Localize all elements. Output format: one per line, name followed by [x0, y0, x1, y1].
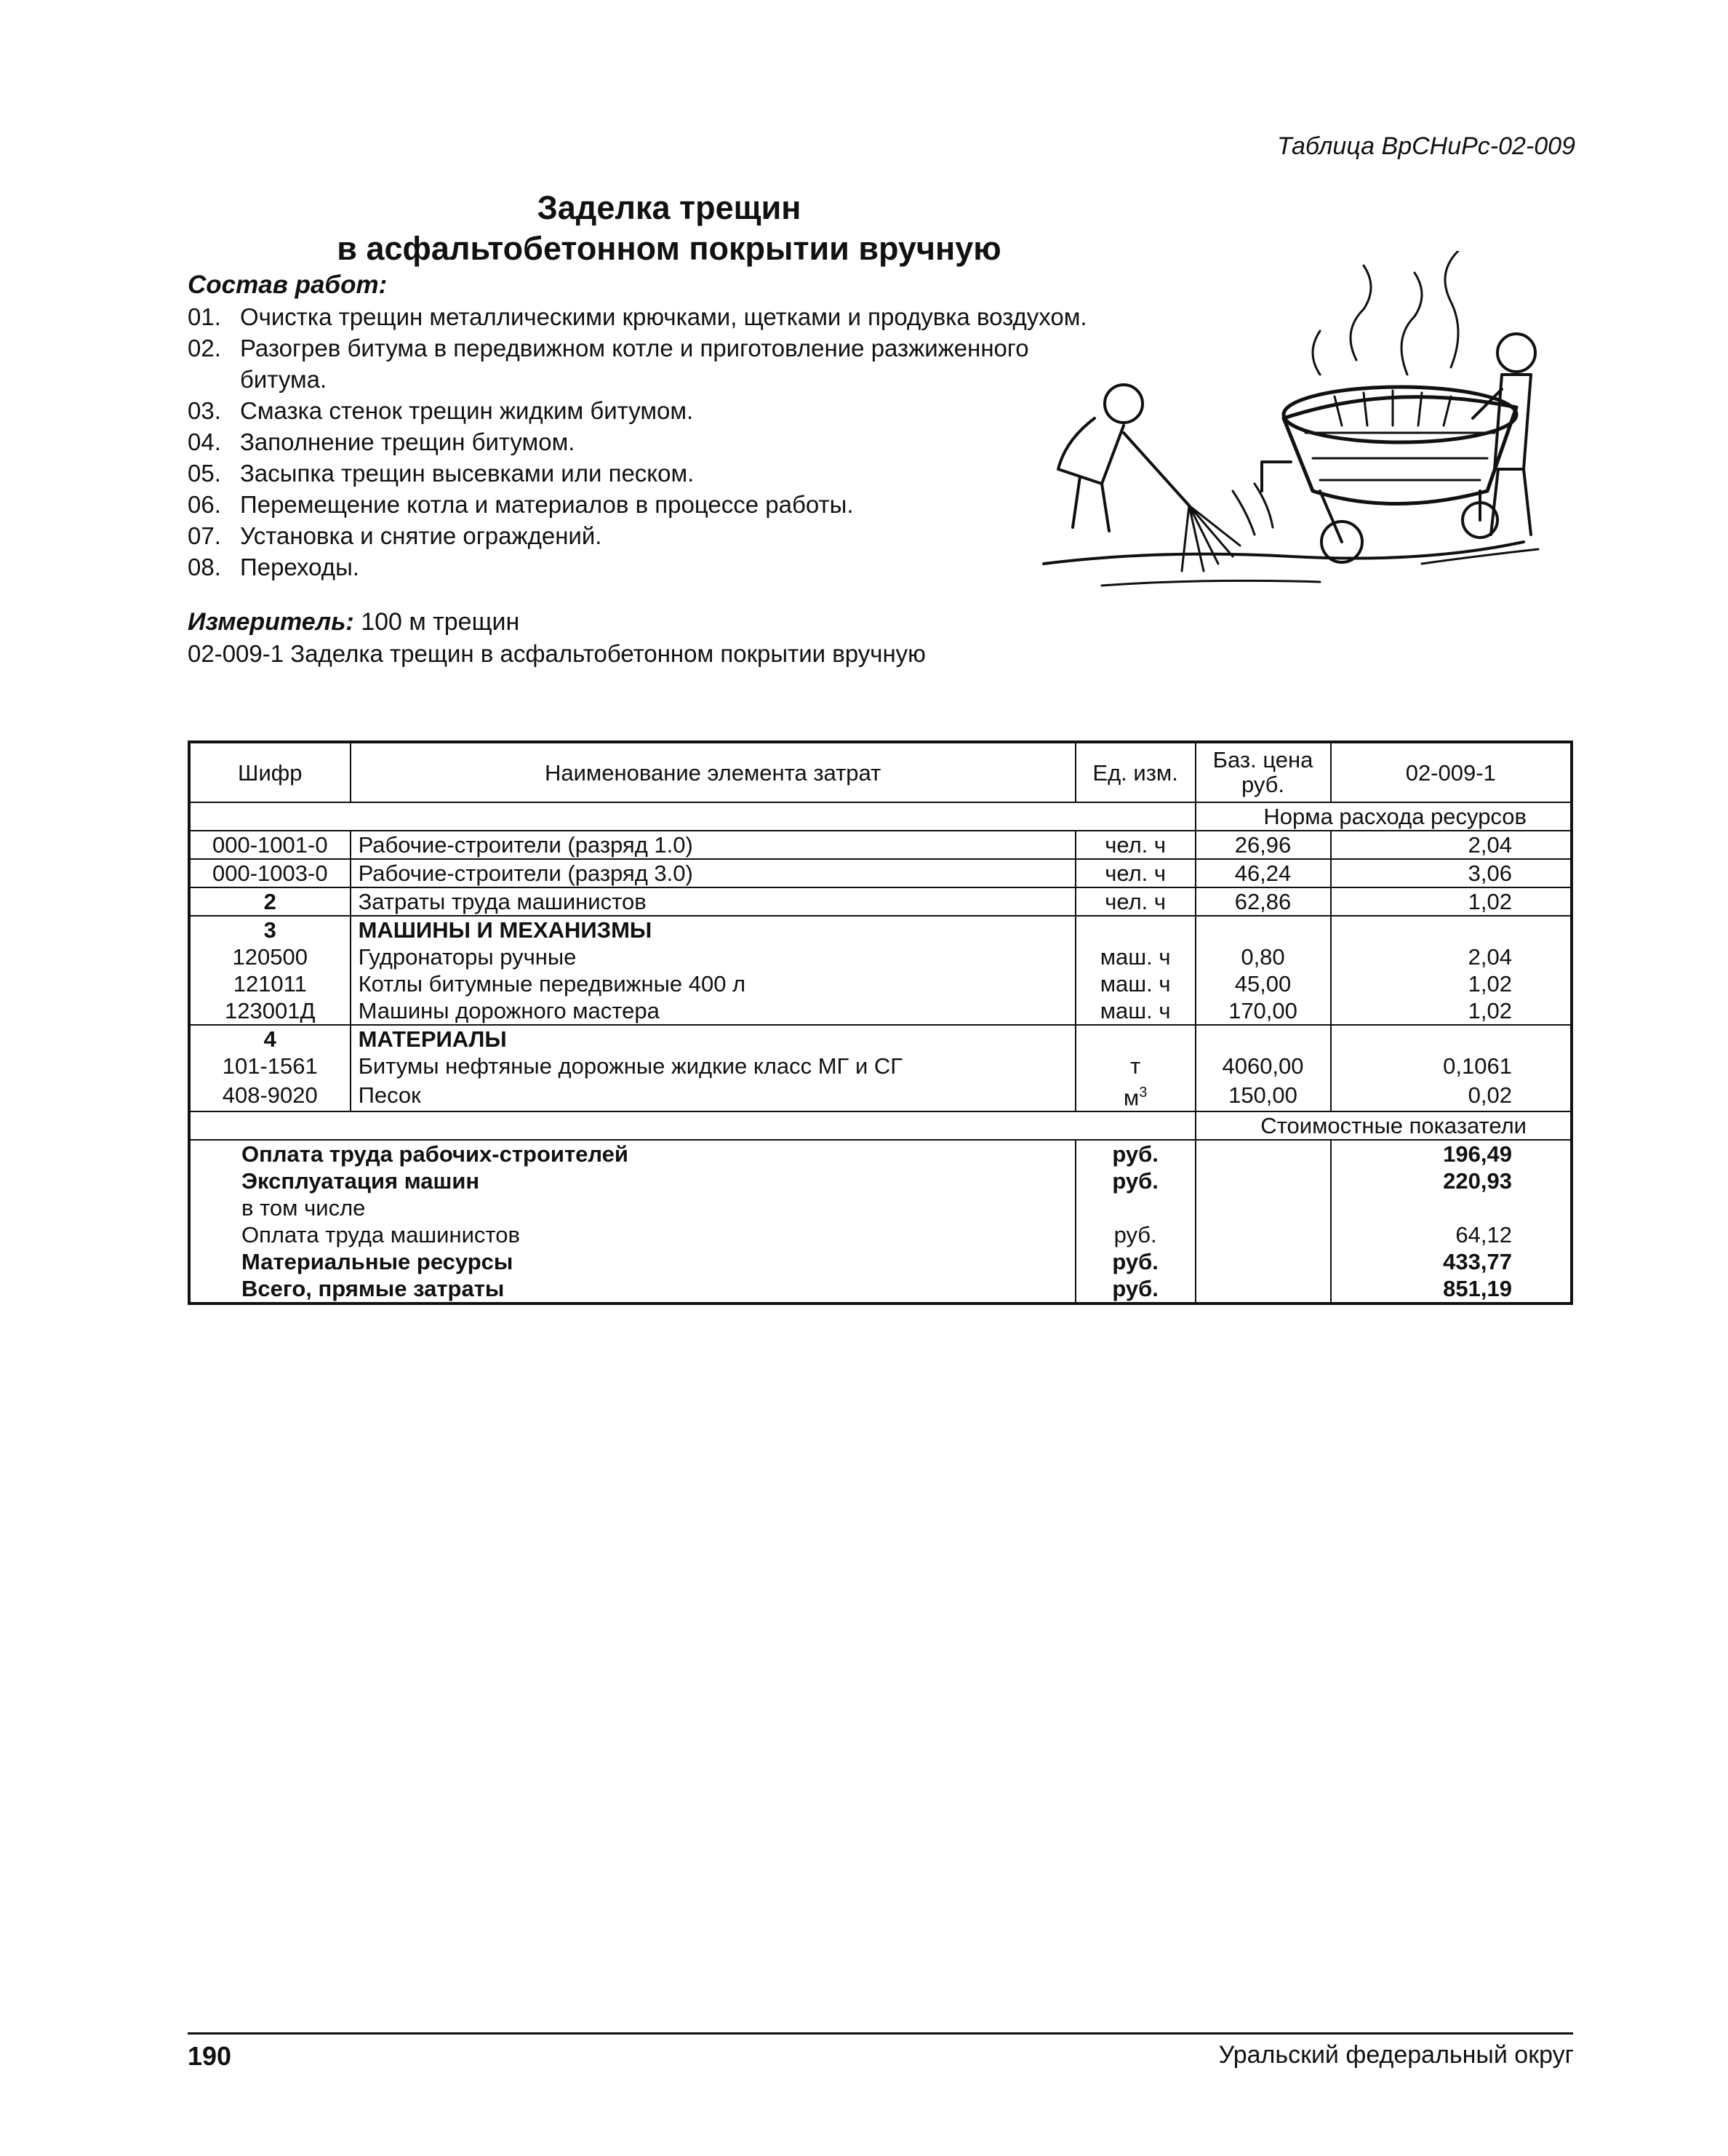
- row-price: 150,00: [1196, 1079, 1331, 1111]
- row-name: Гудронаторы ручные: [351, 943, 1076, 970]
- work-step: [188, 520, 1104, 551]
- cost-value: 196,49: [1443, 1141, 1512, 1167]
- step-text: Заполнение трещин битумом.: [240, 428, 575, 455]
- cost-row: [189, 1275, 1572, 1303]
- row-norm: 2,04: [1468, 944, 1512, 970]
- row-price: [1196, 916, 1331, 943]
- step-number: 01.: [188, 303, 221, 330]
- row-code: 408-9020: [189, 1079, 351, 1111]
- step-text: Разогрев битума в передвижном котле и приготовление разжиженного битума.: [240, 335, 1029, 393]
- step-number: 08.: [188, 554, 221, 580]
- row-unit: маш. ч: [1076, 970, 1196, 997]
- step-number: 05.: [188, 460, 221, 487]
- row-norm: 3,06: [1331, 859, 1572, 887]
- row-code: 120500: [189, 943, 351, 970]
- cost-value: 220,93: [1443, 1168, 1512, 1194]
- workers-bitumen-kettle-illustration: [1015, 251, 1567, 600]
- table-row: [189, 887, 1572, 916]
- row-code: 000-1003-0: [189, 859, 351, 887]
- row-code: 3: [189, 916, 351, 943]
- table-row: [189, 831, 1572, 859]
- row-price: 4060,00: [1196, 1053, 1331, 1079]
- row-norm: 1,02: [1331, 887, 1572, 916]
- row-code: 121011: [189, 970, 351, 997]
- work-step: [188, 332, 1104, 395]
- row-code: 2: [189, 887, 351, 916]
- cost-value: [1331, 1194, 1572, 1221]
- row-unit: [1076, 1079, 1196, 1111]
- cost-unit: руб.: [1076, 1167, 1196, 1194]
- step-number: 06.: [188, 491, 221, 518]
- cost-row: [189, 1194, 1572, 1221]
- work-step: [188, 426, 1104, 458]
- row-unit: [1076, 1025, 1196, 1053]
- row-norm: 0,02: [1331, 1079, 1572, 1111]
- row-code: 4: [189, 1025, 351, 1053]
- meter-label: Измеритель:: [188, 608, 354, 636]
- cost-row: [189, 1167, 1572, 1194]
- table-row: [189, 1053, 1572, 1079]
- header-code: Шифр: [189, 742, 351, 802]
- row-norm: [1331, 1025, 1572, 1053]
- cost-table: [188, 740, 1573, 1305]
- step-text: Смазка стенок трещин жидким битумом.: [240, 397, 694, 424]
- cost-value: 64,12: [1455, 1222, 1512, 1248]
- row-price: 45,00: [1196, 970, 1331, 997]
- step-text: Очистка трещин металлическими крючками, щетками и продувка воздухом.: [240, 303, 1087, 330]
- unit-superscript: 3: [1139, 1085, 1148, 1101]
- row-name: Битумы нефтяные дорожные жидкие класс МГ и СГ: [351, 1053, 1076, 1079]
- step-number: 04.: [188, 428, 221, 455]
- row-name: Песок: [351, 1079, 1076, 1111]
- row-price: 26,96: [1196, 831, 1331, 859]
- row-norm: 1,02: [1331, 997, 1572, 1025]
- cost-row: [189, 1221, 1572, 1248]
- step-text: Установка и снятие ограждений.: [240, 522, 602, 549]
- header-price: Баз. цена руб.: [1196, 742, 1331, 802]
- meter: [188, 608, 519, 636]
- row-unit: чел. ч: [1076, 859, 1196, 887]
- title-line-1: Заделка трещин: [537, 189, 801, 226]
- step-number: 03.: [188, 397, 221, 424]
- step-text: Засыпка трещин высевками или песком.: [240, 460, 695, 487]
- row-price: 0,80: [1196, 943, 1331, 970]
- region-name: Уральский федеральный округ: [1218, 2041, 1574, 2069]
- title-line-2: в асфальтобетонном покрытии вручную: [337, 230, 1001, 267]
- row-norm: [1331, 916, 1572, 943]
- row-unit: [1076, 916, 1196, 943]
- cost-row: [189, 1140, 1572, 1167]
- composition-label: Состав работ:: [188, 271, 388, 299]
- table-header-row: [189, 742, 1572, 802]
- section-costs-label: Стоимостные показатели: [1196, 1111, 1572, 1140]
- section-resources-row: [189, 802, 1572, 831]
- norm-subtitle: 02-009-1 Заделка трещин в асфальтобетонном покрытии вручную: [188, 640, 926, 667]
- cost-name: Всего, прямые затраты: [189, 1275, 1076, 1303]
- section-costs-row: [189, 1111, 1572, 1140]
- meter-value: 100 м трещин: [361, 608, 520, 636]
- row-name: Машины дорожного мастера: [351, 997, 1076, 1025]
- row-price: [1196, 1025, 1331, 1053]
- step-number: 02.: [188, 335, 221, 362]
- table-row: [189, 859, 1572, 887]
- row-code: 101-1561: [189, 1053, 351, 1079]
- cost-name: Оплата труда рабочих-строителей: [189, 1140, 1076, 1167]
- page-number: 190: [188, 2041, 232, 2071]
- row-norm: 1,02: [1468, 971, 1512, 997]
- table-row: [189, 943, 1572, 970]
- cost-unit: руб.: [1076, 1221, 1196, 1248]
- cost-value: 851,19: [1443, 1276, 1512, 1302]
- unit-base: м: [1123, 1085, 1140, 1111]
- work-step: [188, 395, 1104, 426]
- cost-value: 433,77: [1443, 1249, 1512, 1275]
- cost-name: Оплата труда машинистов: [189, 1221, 1076, 1248]
- cost-row: [189, 1248, 1572, 1275]
- step-text: Перемещение котла и материалов в процессе работы.: [240, 491, 854, 518]
- row-name: Затраты труда машинистов: [351, 887, 1076, 916]
- cost-unit: руб.: [1076, 1140, 1196, 1167]
- cost-unit: руб.: [1076, 1275, 1196, 1303]
- row-name: Котлы битумные передвижные 400 л: [351, 970, 1076, 997]
- row-code: 123001Д: [189, 997, 351, 1025]
- cost-name: Материальные ресурсы: [189, 1248, 1076, 1275]
- row-name: Рабочие-строители (разряд 3.0): [351, 859, 1076, 887]
- row-unit: маш. ч: [1076, 943, 1196, 970]
- table-id: Таблица ВрСНиРс-02-009: [1276, 132, 1575, 160]
- row-norm: 0,1061: [1443, 1053, 1512, 1079]
- work-step: [188, 489, 1104, 520]
- row-code: 000-1001-0: [189, 831, 351, 859]
- step-number: 07.: [188, 522, 221, 549]
- row-unit: чел. ч: [1076, 831, 1196, 859]
- header-name: Наименование элемента затрат: [351, 742, 1076, 802]
- row-name: МАШИНЫ И МЕХАНИЗМЫ: [351, 916, 1076, 943]
- cost-unit: [1076, 1194, 1196, 1221]
- table-row: [189, 997, 1572, 1025]
- header-norm: 02-009-1: [1331, 742, 1572, 802]
- table-row: [189, 1079, 1572, 1111]
- table-row: [189, 970, 1572, 997]
- work-steps-list: [188, 301, 1104, 583]
- page-title: [218, 188, 1120, 269]
- row-price: 170,00: [1196, 997, 1331, 1025]
- work-step: [188, 301, 1104, 332]
- header-unit: Ед. изм.: [1076, 742, 1196, 802]
- row-unit: т: [1076, 1053, 1196, 1079]
- row-name: Рабочие-строители (разряд 1.0): [351, 831, 1076, 859]
- row-name: МАТЕРИАЛЫ: [351, 1025, 1076, 1053]
- table-row: [189, 1025, 1572, 1053]
- row-unit: чел. ч: [1076, 887, 1196, 916]
- step-text: Переходы.: [240, 554, 359, 580]
- work-step: [188, 458, 1104, 489]
- row-unit: маш. ч: [1076, 997, 1196, 1025]
- section-resources-label: Норма расхода ресурсов: [1196, 802, 1572, 831]
- footer-divider: [188, 2032, 1573, 2035]
- row-price: 46,24: [1196, 859, 1331, 887]
- row-price: 62,86: [1196, 887, 1331, 916]
- cost-name: в том числе: [189, 1194, 1076, 1221]
- work-step: [188, 551, 1104, 583]
- cost-unit: руб.: [1076, 1248, 1196, 1275]
- table-row: [189, 916, 1572, 943]
- row-norm: 2,04: [1331, 831, 1572, 859]
- cost-name: Эксплуатация машин: [189, 1167, 1076, 1194]
